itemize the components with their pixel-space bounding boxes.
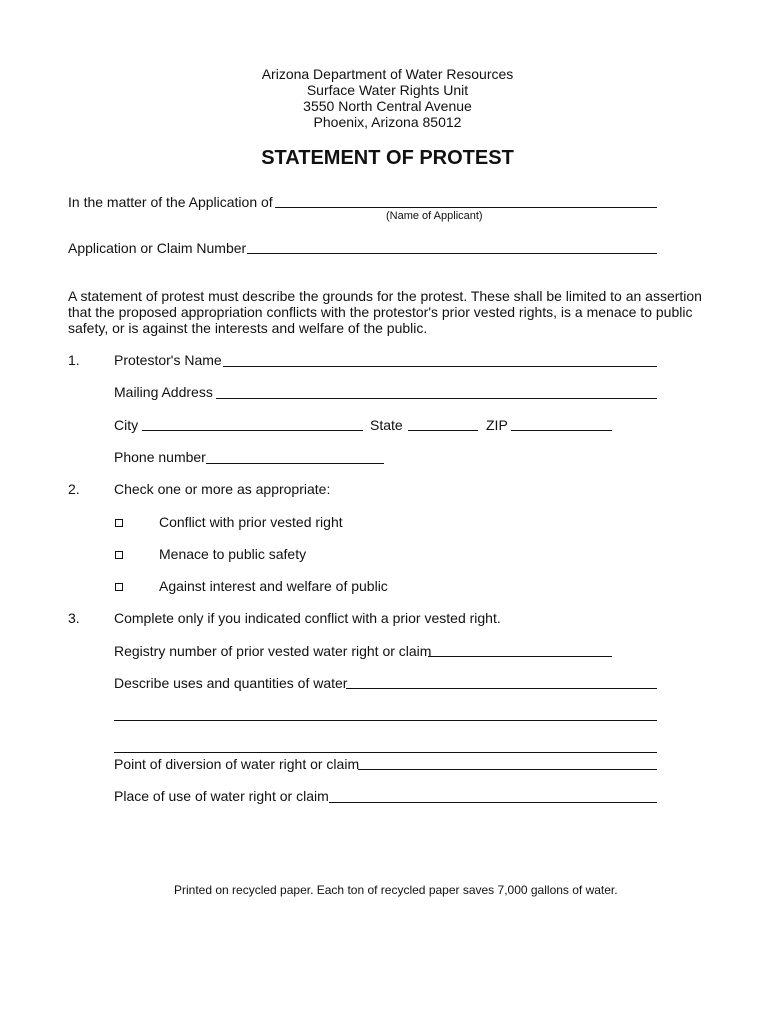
page-title: STATEMENT OF PROTEST [261, 147, 514, 169]
zip-field[interactable] [511, 430, 612, 431]
phone-field[interactable] [206, 463, 384, 464]
phone-label: Phone number [114, 449, 206, 465]
conflict-checkbox[interactable] [115, 519, 123, 527]
unit-name: Surface Water Rights Unit [306, 82, 469, 98]
diversion-field[interactable] [358, 769, 657, 770]
uses-field-line-2[interactable] [114, 720, 657, 721]
applicant-label: In the matter of the Application of [68, 194, 273, 210]
registry-label: Registry number of prior vested water right or claim [114, 643, 432, 659]
city-state-zip: Phoenix, Arizona 85012 [313, 114, 462, 130]
registry-field[interactable] [428, 656, 612, 657]
conflict-option-label: Conflict with prior vested right [159, 514, 343, 530]
applicant-name-caption: (Name of Applicant) [386, 210, 483, 222]
uses-field[interactable] [346, 688, 657, 689]
place-of-use-label: Place of use of water right or claim [114, 788, 329, 804]
section-3-number: 3. [68, 610, 80, 626]
instructions-paragraph: A statement of protest must describe the grounds for the protest. These shall be limited to an assertion that the proposed appropriation conflicts with the protestor's prior vested rights, is a menace to public safety, or is against the interests and welfare of the public. [68, 288, 702, 336]
welfare-option-label: Against interest and welfare of public [159, 578, 388, 594]
state-field[interactable] [408, 430, 478, 431]
recycled-paper-footer: Printed on recycled paper. Each ton of recycled paper saves 7,000 gallons of water. [174, 883, 618, 897]
protestor-name-label: Protestor's Name [114, 352, 222, 368]
mailing-address-label: Mailing Address [114, 384, 213, 400]
section-1-number: 1. [68, 352, 80, 368]
street-address: 3550 North Central Avenue [303, 98, 472, 114]
welfare-checkbox[interactable] [115, 583, 123, 591]
diversion-label: Point of diversion of water right or claim [114, 756, 360, 772]
city-field[interactable] [142, 430, 363, 431]
protestor-name-field[interactable] [223, 366, 657, 367]
agency-name: Arizona Department of Water Resources [261, 66, 514, 82]
section-2-number: 2. [68, 481, 80, 497]
claim-number-field[interactable] [247, 253, 657, 254]
applicant-name-field[interactable] [275, 207, 657, 208]
city-label: City [114, 417, 139, 433]
claim-number-label: Application or Claim Number [68, 240, 247, 256]
zip-label: ZIP [486, 417, 508, 433]
uses-field-line-3[interactable] [114, 752, 657, 753]
mailing-address-field[interactable] [216, 398, 657, 399]
uses-label: Describe uses and quantities of water [114, 675, 348, 691]
state-label: State [370, 417, 403, 433]
section-2-prompt: Check one or more as appropriate: [114, 481, 331, 497]
safety-option-label: Menace to public safety [159, 546, 307, 562]
section-3-prompt: Complete only if you indicated conflict with a prior vested right. [114, 610, 501, 626]
place-of-use-field[interactable] [329, 802, 657, 803]
safety-checkbox[interactable] [115, 551, 123, 559]
